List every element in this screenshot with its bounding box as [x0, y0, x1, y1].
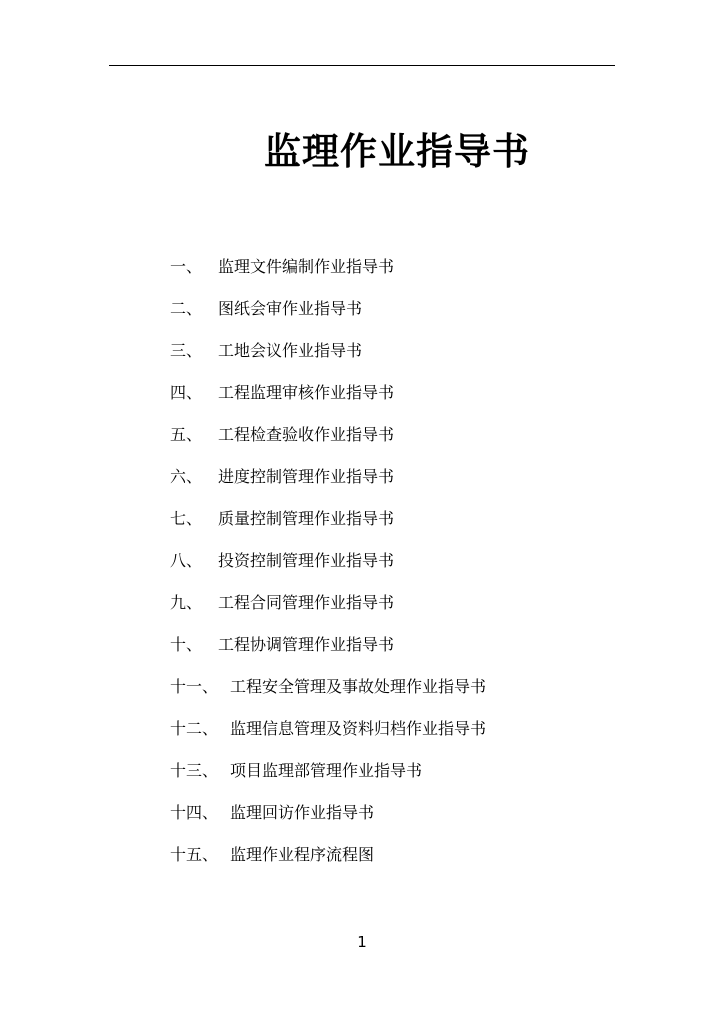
toc-item-number: 四、 [170, 383, 203, 402]
toc-item-title: 工程合同管理作业指导书 [218, 593, 395, 612]
toc-item-number: 十三、 [170, 761, 219, 780]
toc-item [170, 336, 486, 378]
toc-item [170, 252, 486, 294]
toc-item [170, 630, 486, 672]
document-title: 监理作业指导书 [264, 130, 530, 173]
toc-item [170, 546, 486, 588]
toc-item-title: 工程安全管理及事故处理作业指导书 [230, 677, 487, 696]
toc-item-number: 七、 [170, 509, 203, 528]
toc-item-title: 工地会议作业指导书 [218, 341, 363, 360]
toc-item-number: 九、 [170, 593, 203, 612]
toc-item-number: 十四、 [170, 803, 219, 822]
toc-item-title: 质量控制管理作业指导书 [218, 509, 395, 528]
toc-item-title: 工程检查验收作业指导书 [218, 425, 395, 444]
page-number: 1 [357, 933, 367, 951]
toc-item-title: 监理文件编制作业指导书 [218, 257, 395, 276]
toc-item-title: 监理信息管理及资料归档作业指导书 [230, 719, 487, 738]
toc-item [170, 756, 486, 798]
toc-item-title: 进度控制管理作业指导书 [218, 467, 395, 486]
toc-item-number: 二、 [170, 299, 203, 318]
toc-item-number: 十、 [170, 635, 203, 654]
header-rule [109, 65, 615, 66]
toc-item [170, 798, 486, 840]
toc-item [170, 714, 486, 756]
toc-item-title: 工程协调管理作业指导书 [218, 635, 395, 654]
table-of-contents [170, 252, 486, 882]
toc-item [170, 420, 486, 462]
toc-item [170, 672, 486, 714]
toc-item [170, 378, 486, 420]
toc-item-number: 十五、 [170, 845, 219, 864]
toc-item [170, 504, 486, 546]
toc-item-number: 十一、 [170, 677, 219, 696]
toc-item [170, 588, 486, 630]
toc-item-title: 投资控制管理作业指导书 [218, 551, 395, 570]
toc-item-title: 监理作业程序流程图 [230, 845, 375, 864]
toc-item-number: 五、 [170, 425, 203, 444]
toc-item [170, 294, 486, 336]
toc-item-title: 监理回访作业指导书 [230, 803, 375, 822]
toc-item-number: 三、 [170, 341, 203, 360]
toc-item [170, 840, 486, 882]
toc-item-number: 八、 [170, 551, 203, 570]
toc-item-title: 项目监理部管理作业指导书 [230, 761, 423, 780]
toc-item-number: 六、 [170, 467, 203, 486]
toc-item-number: 一、 [170, 257, 203, 276]
toc-item [170, 462, 486, 504]
toc-item-number: 十二、 [170, 719, 219, 738]
toc-item-title: 工程监理审核作业指导书 [218, 383, 395, 402]
toc-item-title: 图纸会审作业指导书 [218, 299, 363, 318]
